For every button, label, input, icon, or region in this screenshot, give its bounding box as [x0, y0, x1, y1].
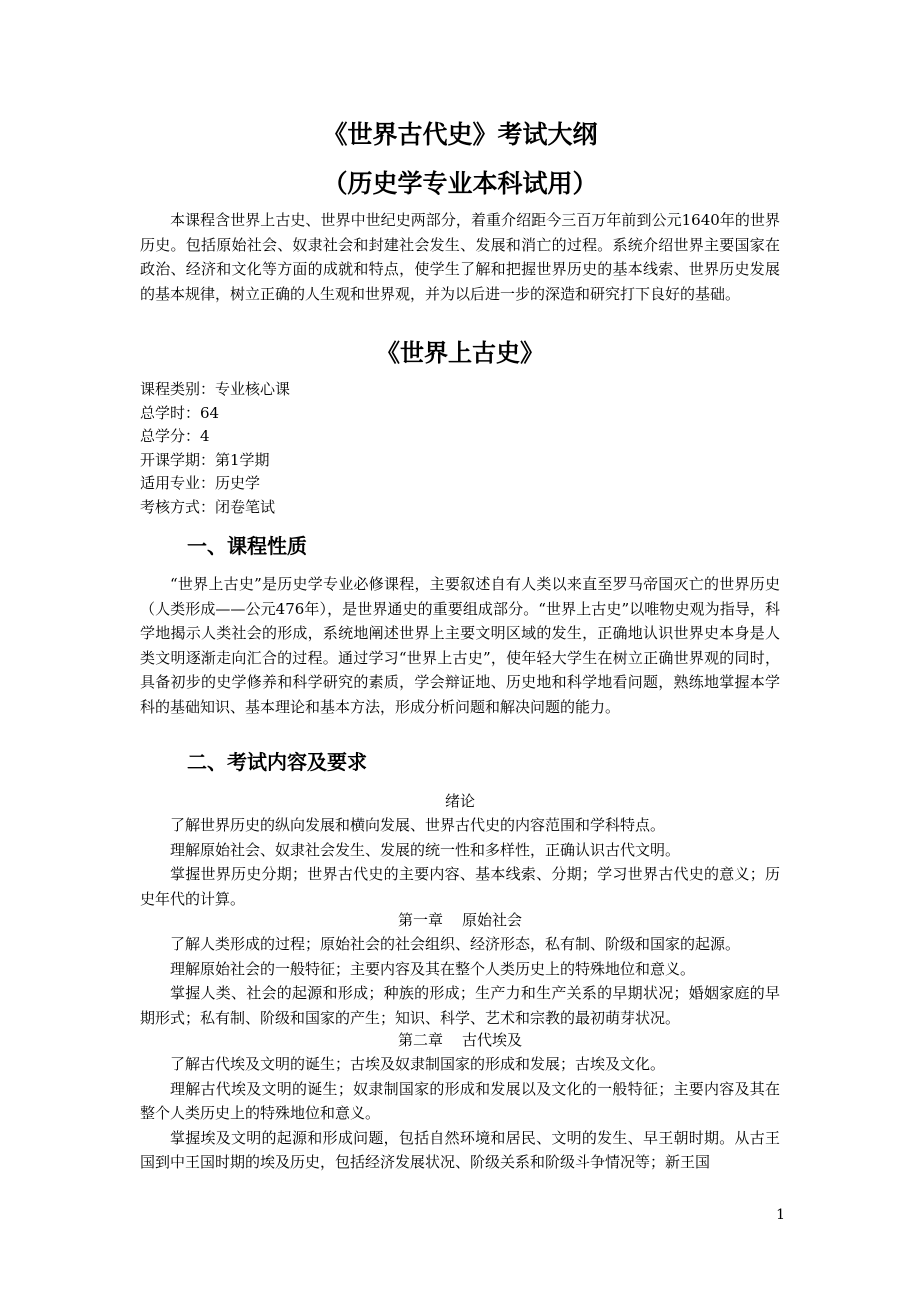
chapter2-point-master: 掌握埃及文明的起源和形成问题，包括自然环境和居民、文明的发生、早王朝时期。从古王国到中王国时期的埃及历史，包括经济发展状况、阶级关系和阶级斗争情况等；新王国: [140, 1128, 780, 1172]
document-subtitle: （历史学专业本科试用）: [322, 169, 598, 198]
meta-exam-method: 考核方式：闭卷笔试: [140, 497, 276, 516]
intro-point-understand: 了解世界历史的纵向发展和横向发展、世界古代史的内容范围和学科特点。: [170, 816, 666, 834]
intro-paragraph: 本课程含世界上古史、世界中世纪史两部分，着重介绍距今三百万年前到公元1640年的世界历史。包括原始社会、奴隶社会和封建社会发生、发展和消亡的过程。系统介绍世界主要国家在政治、经济和文化等方面的成就和特点，使学生了解和把握世界历史的基本线索、世界历史发展的基本规律，树立正确的人生观和世界观，并为以后进一步的深造和研究打下良好的基础。: [140, 211, 780, 303]
chapter1-body: [140, 932, 780, 1030]
course-title: 《世界上古史》: [376, 339, 544, 367]
chapter2-point-understand: 了解古代埃及文明的诞生；古埃及奴隶制国家的形成和发展；古埃及文化。: [170, 1055, 666, 1073]
meta-major: 适用专业：历史学: [140, 474, 261, 493]
intro-point-comprehend: 理解原始社会、奴隶社会发生、发展的统一性和多样性，正确认识古代文明。: [170, 840, 681, 859]
document-title: 《世界古代史》考试大纲: [322, 120, 598, 149]
meta-course-type: 课程类别：专业核心课: [140, 380, 291, 398]
chapter2-body: [140, 1052, 780, 1175]
intro-chapter-title: 绪论: [444, 792, 475, 810]
chapter1-point-understand: 了解人类形成的过程；原始社会的社会组织、经济形态，私有制、阶级和国家的起源。: [170, 935, 741, 953]
chapter1-point-master: 掌握人类、社会的起源和形成；种族的形成；生产力和生产关系的早期状况；婚姻家庭的早期形式；私有制、阶级和国家的产生；知识、科学、艺术和宗教的最初萌芽状况。: [140, 984, 780, 1027]
page-number: 1: [776, 1207, 785, 1223]
chapter1-title: 第一章 原始社会: [397, 911, 523, 929]
chapter2-point-comprehend: 理解古代埃及文明的诞生；奴隶制国家的形成和发展以及文化的一般特征；主要内容及其在整个人类历史上的特殊地位和意义。: [140, 1079, 780, 1123]
intro-chapter-body: [140, 813, 780, 911]
intro-point-master: 掌握世界历史分期；世界古代史的主要内容、基本线索、分期；学习世界古代史的意义；历史年代的计算。: [140, 865, 780, 908]
chapter1-point-comprehend: 理解原始社会的一般特征；主要内容及其在整个人类历史上的特殊地位和意义。: [170, 959, 696, 978]
meta-total-hours: 总学时：64: [140, 403, 220, 422]
meta-semester: 开课学期：第1学期: [140, 450, 270, 469]
section1-paragraph: “世界上古史”是历史学专业必修课程，主要叙述自有人类以来直至罗马帝国灭亡的世界历史（人类形成——公元476年），是世界通史的重要组成部分。“世界上古史”以唯物史观为指导，科学地揭示人类社会的形成，系统地阐述世界上主要文明区域的发生，正确地认识世界史本身是人类文明逐渐走向汇合的过程。通过学习“世界上古史”，使年轻大学生在树立正确世界观的同时，具备初步的史学修养和科学研究的素质，学会辩证地、历史地和科学地看问题，熟练地掌握本学科的基础知识、基本理论和基本方法，形成分析问题和解决问题的能力。: [140, 575, 780, 716]
section2-heading: 二、考试内容及要求: [187, 750, 367, 774]
course-meta-list: [140, 378, 780, 520]
section1-heading: 一、课程性质: [187, 534, 307, 558]
meta-total-credits: 总学分：4: [140, 427, 210, 446]
chapter2-title: 第二章 古代埃及: [397, 1031, 523, 1049]
